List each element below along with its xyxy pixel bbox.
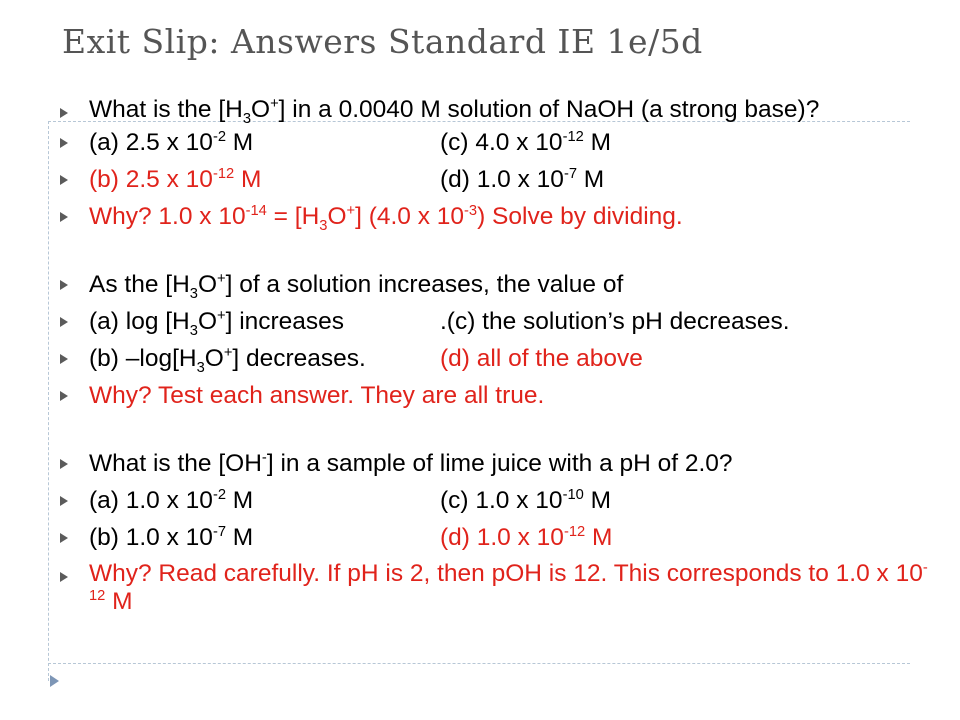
- q3-option-a: (a) 1.0 x $10^{-2}$ M: [89, 486, 254, 514]
- q3-options-ac: [58, 482, 938, 519]
- corner-arrow-icon: [50, 673, 62, 689]
- left-divider: [48, 121, 49, 681]
- q3-stem: What is the [OH-] in a sample of lime juice with a pH of 2.0?: [58, 445, 938, 482]
- bullet-arrow-icon: [58, 519, 70, 556]
- bullet-arrow-icon: [58, 558, 70, 595]
- spacer: [58, 414, 938, 445]
- q1-option-c: (c) 4.0 x $10^{-12}$ M: [440, 128, 612, 156]
- q2-options-bd: [58, 340, 938, 377]
- q3-option-c: (c) 1.0 x $10^{-10}$ M: [440, 486, 612, 514]
- spacer: [58, 235, 938, 266]
- q3-option-d-correct: (d) 1.0 x $10^{-12}$ M: [440, 523, 613, 551]
- q2-option-b: (b) $-\log[H_3O^+]$ decreases.: [89, 344, 366, 376]
- slide-title: Exit Slip: Answers Standard IE 1e/5d: [62, 22, 703, 61]
- bullet-arrow-icon: [58, 124, 70, 161]
- q2-option-c: .(c) the solution’s pH decreases.: [440, 308, 790, 335]
- bullet-arrow-icon: [58, 377, 70, 414]
- q1-options-bd: [58, 161, 938, 198]
- bullet-arrow-icon: [58, 482, 70, 519]
- q3-options-bd: [58, 519, 938, 556]
- slide-body: [58, 92, 938, 616]
- bullet-arrow-icon: [58, 303, 70, 340]
- bullet-arrow-icon: [58, 198, 70, 235]
- q2-options-ac: [58, 303, 938, 340]
- q1-options-ac: [58, 124, 938, 161]
- q1-why: Why? 1.0 x $10^{-14} = [H_3O^+]$ (4.0 x $10^{-3}$) Solve by dividing.: [58, 198, 938, 235]
- bottom-divider: [48, 663, 910, 664]
- q1-stem: What is the $[H_3O^+]$ in a 0.0040 M solution of NaOH (a strong base)?: [58, 92, 938, 124]
- bullet-arrow-icon: [58, 266, 70, 303]
- q3-why: Why? Read carefully. If pH is 2, then pOH is 12. This corresponds to 1.0 x $10^{-12}$ M: [58, 556, 938, 616]
- q2-option-a: (a) $\log [H_3O^+]$ increases: [89, 307, 345, 339]
- q2-stem: As the $[H_3O^+]$ of a solution increases, the value of: [58, 266, 938, 303]
- bullet-arrow-icon: [58, 445, 70, 482]
- q1-option-b-correct: (b) 2.5 x $10^{-12}$ M: [89, 165, 262, 193]
- q1-option-a: (a) 2.5 x $10^{-2}$ M: [89, 128, 254, 156]
- q2-why: Why? Test each answer. They are all true.: [58, 377, 938, 414]
- q2-option-d-correct: (d) all of the above: [440, 345, 643, 372]
- bullet-arrow-icon: [58, 340, 70, 377]
- bullet-arrow-icon: [58, 161, 70, 198]
- q1-option-d: (d) 1.0 x $10^{-7}$ M: [440, 165, 605, 193]
- q3-option-b: (b) 1.0 x $10^{-7}$ M: [89, 523, 254, 551]
